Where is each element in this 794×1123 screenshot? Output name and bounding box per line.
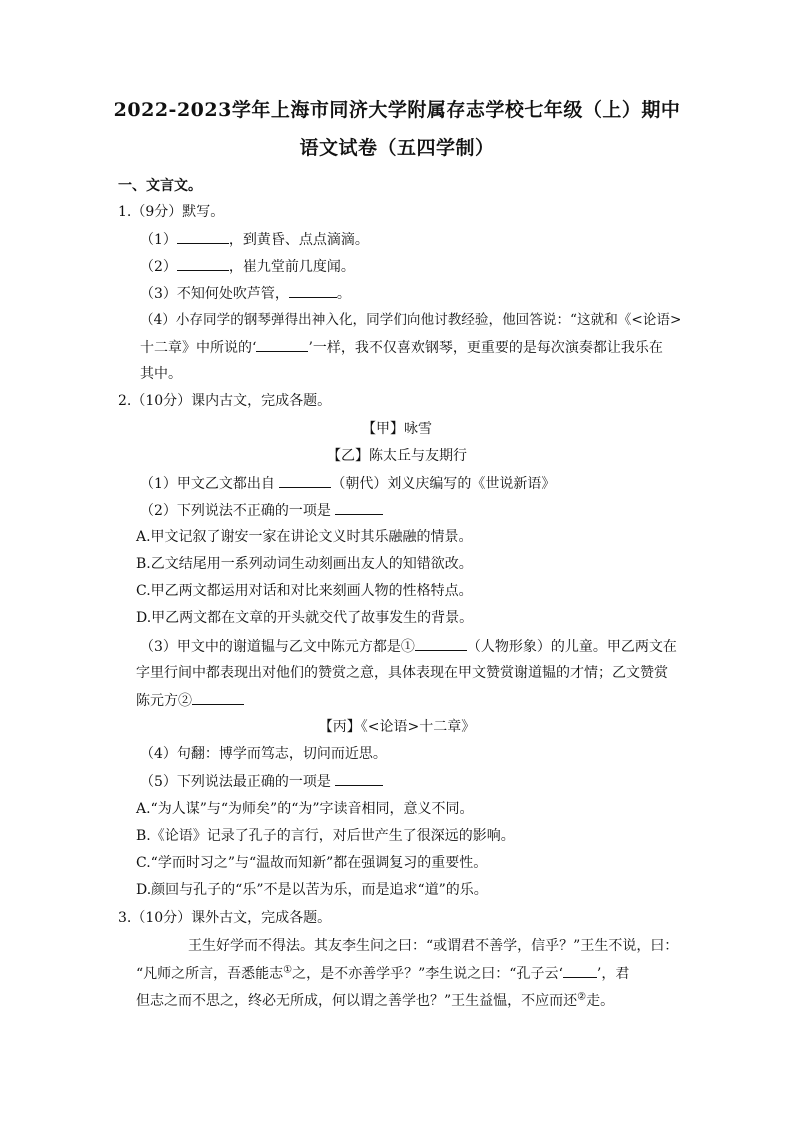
q2-item4: （4）句翻：博学而笃志，切问而近思。	[140, 746, 387, 762]
q2-item5-text: （5）下列说法最正确的一项是	[140, 774, 336, 790]
passage-bing-title: 【丙】《<论语>十二章》	[318, 719, 476, 735]
q3-heading: 3.（10分）课外古文，完成各题。	[118, 910, 332, 926]
q2-option-d2: D.颜回与孔子的“乐”不是以苦为乐，而是追求“道”的乐。	[136, 882, 488, 898]
q2-item3-line3-text: 陈元方②	[136, 693, 192, 709]
q2-item1-text: （1）甲文乙文都出自	[140, 476, 280, 492]
exam-title-line2: 语文试卷（五四学制）	[299, 137, 495, 159]
answer-blank[interactable]	[415, 637, 467, 651]
q2-item2	[140, 501, 383, 520]
section-heading: 一、文言文。	[118, 178, 202, 194]
q1-item1-text: ，到黄昏、点点滴滴。	[228, 232, 369, 248]
footnote-marker: ②	[577, 991, 587, 1003]
q2-option-d: D.甲乙两文都在文章的开头就交代了故事发生的背景。	[136, 610, 474, 626]
q2-item3-text: （3）甲文中的谢道韫与乙文中陈元方都是①	[140, 639, 415, 655]
q1-item3-end: 。	[336, 286, 351, 302]
q1-item4-line2	[140, 338, 663, 357]
q2-item3-end: （人物形象）的儿童。甲乙两文在	[466, 639, 677, 655]
answer-blank[interactable]	[279, 474, 331, 488]
exam-title-line1: 2022-2023学年上海市同济大学附属存志学校七年级（上）期中	[113, 99, 681, 121]
q1-item4-prefix: 十二章》中所说的‘	[140, 340, 257, 356]
q2-option-b: B.乙文结尾用一系列动词生动刻画出友人的知错欲改。	[136, 556, 473, 572]
answer-blank[interactable]	[177, 257, 229, 271]
q2-item1	[140, 474, 555, 493]
q3-passage-text: “凡师之所言，吾悉能志	[136, 966, 284, 982]
answer-blank[interactable]	[335, 501, 383, 515]
passage-jia-title: 【甲】咏雪	[362, 421, 432, 437]
q2-option-c: C.甲乙两文都运用对话和对比来刻画人物的性格特点。	[136, 583, 473, 599]
q1-item2	[140, 257, 355, 276]
q2-option-b2: B.《论语》记录了孔子的言行，对后世产生了很深远的影响。	[136, 828, 515, 844]
q2-option-a: A.甲文记叙了谢安一家在讲论文义时其乐融融的情景。	[136, 529, 473, 545]
q2-option-a2: A.“为人谋”与“为师矣”的“为”字读音相同，意义不同。	[136, 801, 474, 817]
answer-blank[interactable]	[177, 230, 229, 244]
q1-item4-line3: 其中。	[140, 366, 182, 382]
q3-passage-line3	[136, 992, 614, 1010]
q1-item1	[140, 230, 369, 249]
q2-item3-line1	[140, 637, 677, 656]
q3-passage-text: 但志之而不思之，终必无所成，何以谓之善学也？”王生益愠，不应而还	[136, 993, 578, 1009]
answer-blank[interactable]	[289, 284, 337, 298]
q2-item1-end: （朝代）刘义庆编写的《世说新语》	[331, 476, 556, 492]
q1-item2-text: ，崔九堂前几度闻。	[228, 259, 355, 275]
answer-blank[interactable]	[192, 691, 244, 705]
answer-blank[interactable]	[335, 772, 383, 786]
footnote-marker: ①	[283, 964, 293, 976]
q2-item2-text: （2）下列说法不正确的一项是	[140, 503, 336, 519]
q2-item3-line2: 字里行间中都表现出对他们的赞赏之意，具体表现在甲文赞赏谢道韫的才情；乙文赞赏	[136, 665, 668, 681]
answer-blank[interactable]	[256, 338, 308, 352]
q1-item2-prefix: （2）	[140, 259, 177, 275]
q1-item4-line1: （4）小存同学的钢琴弹得出神入化，同学们向他讨教经验，他回答说：“这就和《<论语>	[140, 312, 682, 328]
q3-passage-text: 之，是不亦善学乎？”李生说之曰：“孔子云‘	[292, 966, 563, 982]
q2-item3-line3	[136, 691, 244, 710]
q3-passage-text: ’，君	[596, 966, 630, 982]
q1-item3	[140, 284, 351, 303]
q3-passage-line2	[136, 964, 629, 983]
q2-option-c2: C.“学而时习之”与“温故而知新”都在强调复习的重要性。	[136, 855, 488, 871]
q1-item4-text: ’一样，我不仅喜欢钢琴，更重要的是每次演奏都让我乐在	[308, 340, 663, 356]
q3-passage-text: 走。	[586, 993, 615, 1009]
passage-yi-title: 【乙】陈太丘与友期行	[327, 448, 467, 464]
q2-item5	[140, 772, 383, 791]
q2-heading: 2.（10分）课内古文，完成各题。	[118, 393, 332, 409]
q1-item1-prefix: （1）	[140, 232, 177, 248]
q1-item3-text: （3）不知何处吹芦管，	[140, 286, 289, 302]
q1-heading: 1.（9分）默写。	[118, 204, 225, 220]
answer-blank[interactable]	[563, 964, 597, 978]
q3-passage-line1: 王生好学而不得法。其友李生问之曰：“或谓君不善学，信乎？”王生不说，曰：	[188, 938, 679, 954]
